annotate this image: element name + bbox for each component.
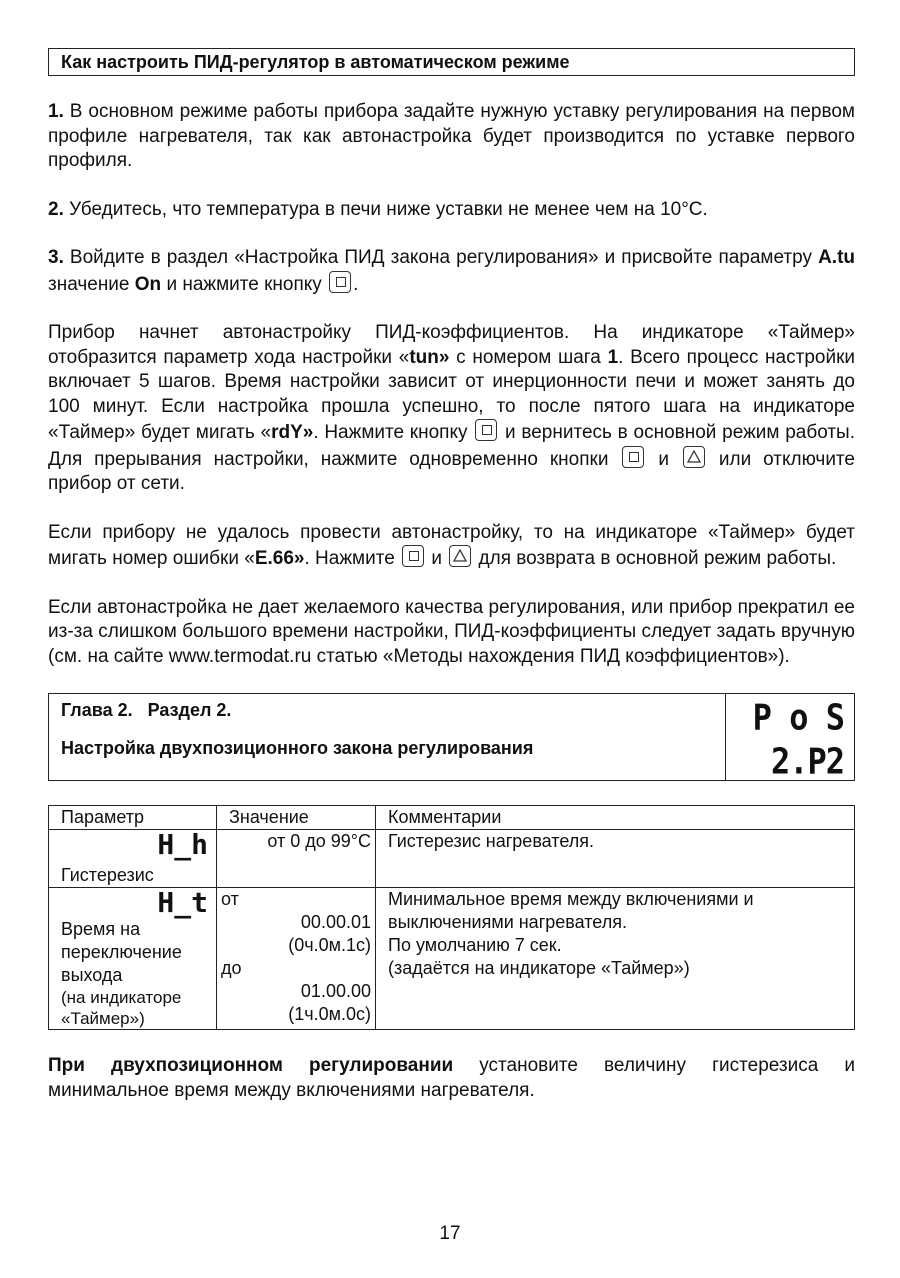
error-paragraph: Если прибору не удалось провести автонастройку, то на индикаторе «Таймер» будет мигать номер ошибки «E.66». Нажмите и для возврата в основной режим работы.	[48, 521, 855, 569]
indicator-h-t: H_t	[157, 886, 208, 919]
step-1: 1. В основном режиме работы прибора задайте нужную уставку регулирования на первом профиле нагревателя, так как автонастройка будет производится по уставке первого профиля.	[48, 101, 855, 171]
indicator-2p2: 2.P2	[770, 739, 844, 781]
step-3: 3. Войдите в раздел «Настройка ПИД закона регулирования» и присвойте параметру A.tu значение On и нажмите кнопку .	[48, 247, 855, 295]
table-row	[49, 888, 855, 1030]
triangle-up-button-icon	[683, 446, 705, 468]
indicator-pos: P o S	[752, 695, 844, 737]
square-button-icon	[475, 419, 497, 441]
table-row	[49, 830, 855, 888]
table-header-row	[49, 806, 855, 830]
param-name: Время на переключение выхода	[61, 919, 182, 985]
param-atu: A.tu	[818, 247, 855, 268]
autotune-paragraph: Прибор начнет автонастройку ПИД-коэффициентов. На индикаторе «Таймер» отобразится параметр хода настройки «tun» с номером шага 1. Всего процесс настройки включает 5 шагов. Время настройки зависит от инерционности печи и может занять до 100 минут. Если настройка прошла успешно, то после пятого шага на индикаторе «Таймер» будет мигать «rdY». Нажмите кнопку и вернитесь в основной режим работы. Для прерывания настройки, нажмите одновременно кнопки и или отключите прибор от сети.	[48, 322, 855, 494]
param-note: (на индикаторе «Таймер»)	[61, 988, 182, 1028]
step-2: 2. Убедитесь, что температура в печи ниже уставки не менее чем на 10°С.	[48, 198, 708, 220]
value-cell: от 00.00.01 (0ч.0м.1с) до 01.00.00 (1ч.0м.0с)	[217, 888, 376, 1030]
parameter-table	[48, 805, 855, 1030]
param-name: Гистерезис	[61, 865, 154, 885]
comment-cell: Гистерезис нагревателя.	[376, 830, 855, 888]
value-cell: от 0 до 99°С	[217, 830, 376, 888]
header-comment: Комментарии	[376, 806, 855, 830]
comment-cell: Минимальное время между включениями и выключениями нагревателя. По умолчанию 7 сек. (задаётся на индикаторе «Таймер»)	[376, 888, 855, 1030]
page-number: 17	[439, 1223, 461, 1244]
param-cell	[49, 888, 217, 1030]
square-button-icon	[622, 446, 644, 468]
section-title: Как настроить ПИД-регулятор в автоматическом режиме	[48, 48, 855, 76]
chapter-heading	[49, 694, 726, 781]
final-paragraph: При двухпозиционном регулировании установите величину гистерезиса и минимальное время между включениями нагревателя.	[48, 1055, 855, 1101]
chapter-title: Настройка двухпозиционного закона регулирования	[61, 738, 534, 758]
header-parameter: Параметр	[49, 806, 217, 830]
value-on: On	[134, 273, 162, 295]
chapter-header-table	[48, 693, 855, 781]
param-cell	[49, 830, 217, 888]
page-content	[48, 48, 855, 1103]
square-button-icon	[402, 545, 424, 567]
chapter-indicator	[726, 689, 855, 785]
manual-paragraph: Если автонастройка не дает желаемого качества регулирования, или прибор прекратил ее из-за слишком большого времени настройки, ПИД-коэффициенты следует задать вручную (см. на сайте www.termodat.ru статью «Методы нахождения ПИД коэффициентов»).	[48, 596, 855, 667]
square-button-icon	[329, 271, 351, 293]
triangle-up-button-icon	[449, 545, 471, 567]
indicator-h-h: H_h	[157, 828, 208, 861]
header-value: Значение	[217, 806, 376, 830]
chapter-number: Глава 2. Раздел 2.	[61, 700, 232, 720]
